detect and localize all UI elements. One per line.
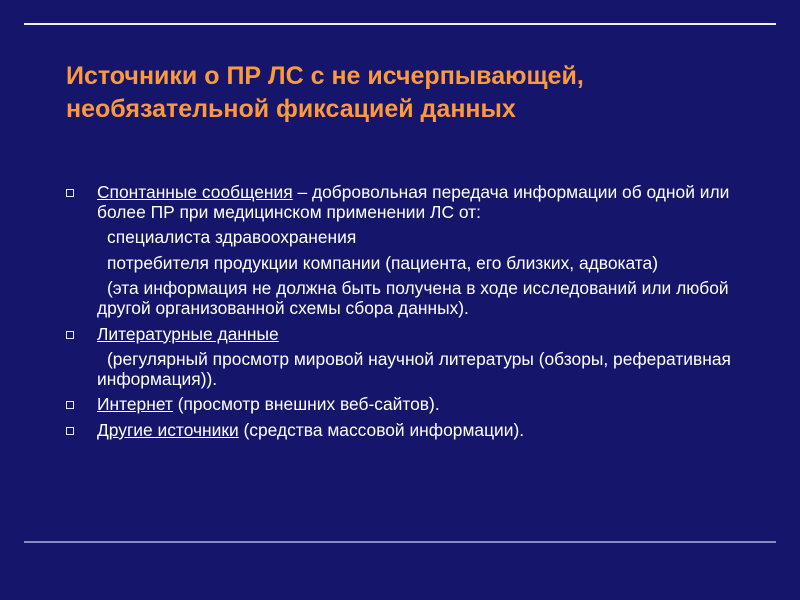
slide-title: Источники о ПР ЛС с не исчерпывающей, необязательной фиксацией данных [66, 62, 584, 123]
square-bullet-icon [66, 401, 74, 409]
square-bullet-icon [66, 189, 74, 197]
square-bullet-icon [66, 331, 74, 339]
sub-item: потребителя продукции компании (пациента, его близких, адвоката) [107, 252, 659, 273]
item-heading: Спонтанные сообщения [97, 182, 293, 202]
item-heading: Интернет [97, 394, 173, 415]
list-item-literature [66, 325, 746, 345]
item-heading: Другие источники [97, 419, 239, 440]
item-heading: Литературные данные [97, 323, 279, 344]
item-text: (просмотр внешних веб-сайтов). [172, 394, 440, 415]
list-item-other [66, 421, 746, 441]
sub-item: специалиста здравоохранения [107, 227, 357, 248]
slide-content [66, 183, 746, 441]
list-item-spontaneous [66, 183, 746, 222]
item-text: (средства массовой информации). [238, 419, 525, 440]
sub-item: (эта информация не должна быть получена в ходе исследований или любой другой организованной схемы сбора данных). [97, 278, 729, 318]
sub-item: (регулярный просмотр мировой научной литературы (обзоры, реферативная информация)). [97, 349, 731, 389]
bottom-divider [24, 541, 776, 543]
item-text: – добровольная передача информации об одной или более ПР при медицинском применении ЛС от: [97, 182, 730, 222]
square-bullet-icon [66, 427, 74, 435]
top-divider [24, 23, 776, 25]
list-item-internet [66, 395, 746, 415]
